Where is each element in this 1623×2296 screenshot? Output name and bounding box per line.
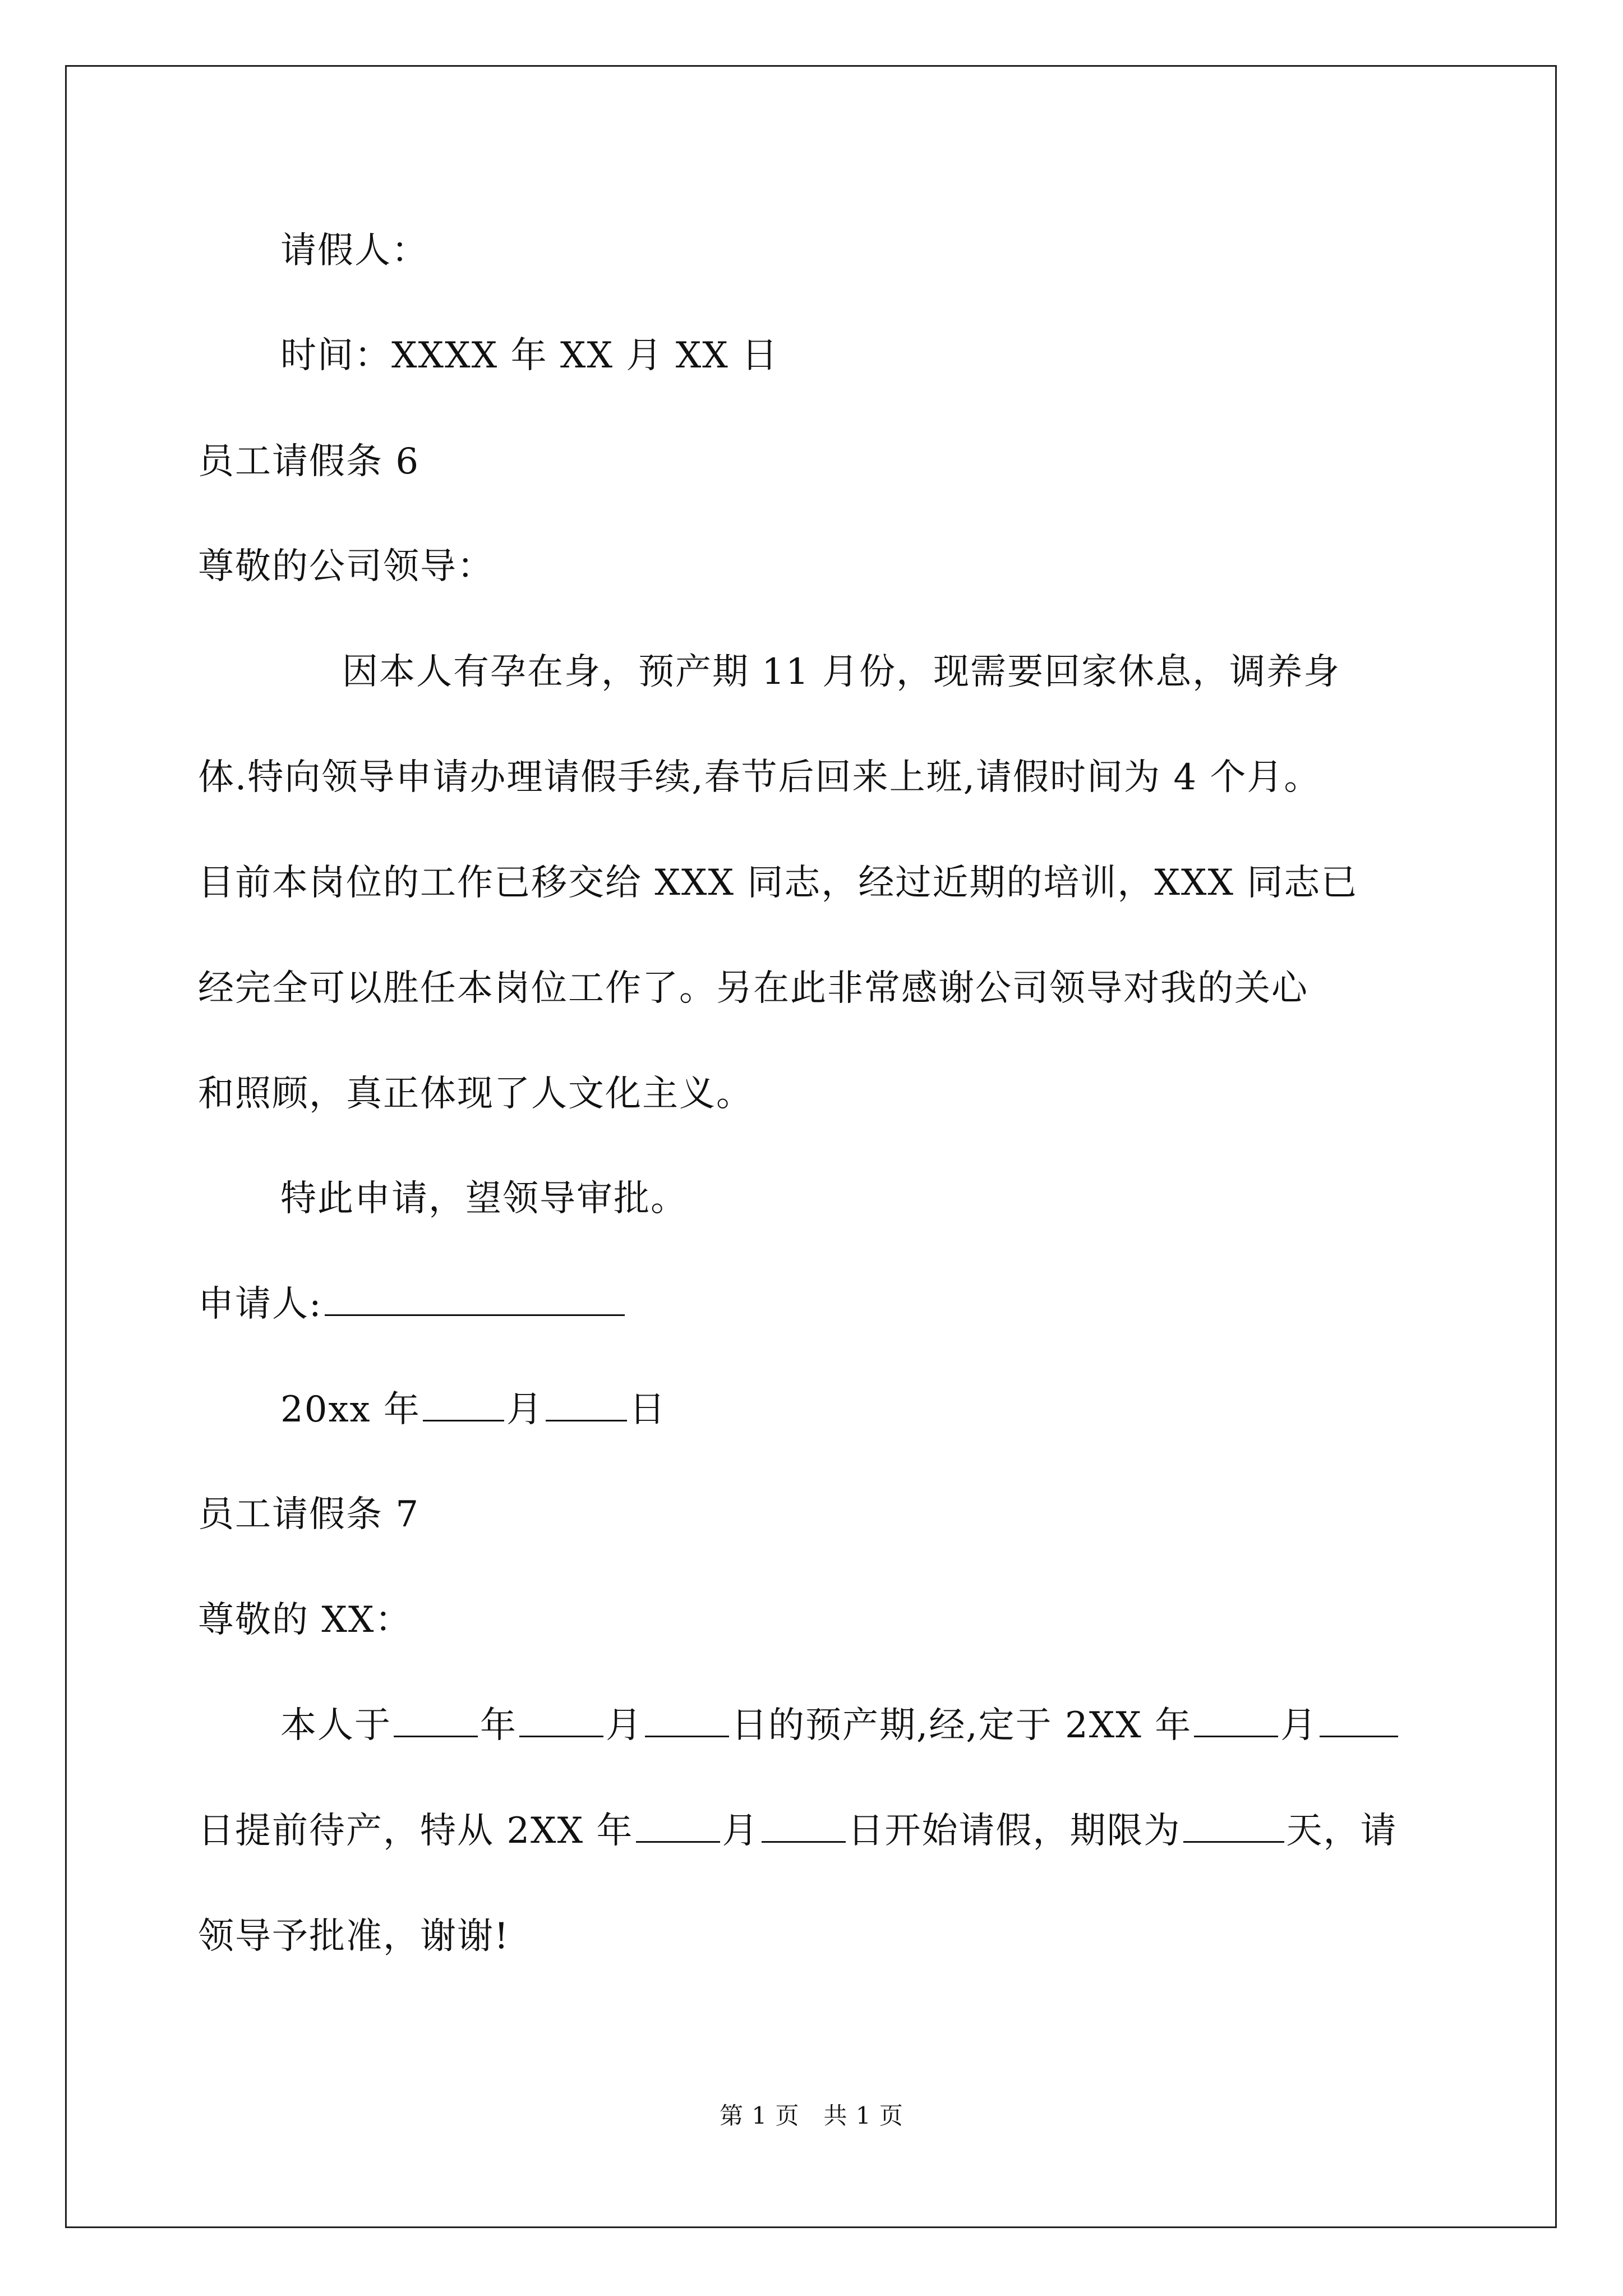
p7-text-c: 月 [606,1705,643,1746]
paragraph6-line2: 体.特向领导申请办理请假手续,春节后回来上班,请假时间为 4 个月。 [198,757,1321,798]
date-month-blank [423,1388,504,1421]
paragraph6-line4: 经完全可以胜任本岗位工作了。另在此非常感谢公司领导对我的关心 [198,968,1308,1009]
p7-l2-month-blank [636,1810,720,1843]
salutation-6: 尊敬的公司领导： [198,546,494,587]
p7-year-blank [394,1704,478,1737]
salutation-7: 尊敬的 XX： [198,1599,412,1641]
p7-l2-text-a: 日提前待产，特从 2XX 年 [198,1810,634,1852]
p7-l2-days-blank [1183,1810,1284,1843]
heading-leave-note-6: 员工请假条 6 [198,441,420,482]
p7-l2-text-d: 天，请 [1286,1810,1398,1852]
paragraph7-line3: 领导予批准，谢谢! [198,1916,510,1957]
date-month-label: 月 [506,1389,543,1430]
closing-6: 特此申请，望领导审批。 [280,1178,688,1220]
signer-line [198,1282,627,1327]
p7-month2-blank [1194,1704,1278,1737]
paragraph6-line3: 目前本岗位的工作已移交给 XXX 同志，经过近期的培训，XXX 同志已 [198,862,1358,904]
paragraph6-line1: 因本人有孕在身，预产期 11 月份，现需要回家休息，调养身 [342,651,1341,693]
p7-text-a: 本人于 [280,1705,391,1746]
time-line: 时间：XXXX 年 XX 月 XX 日 [280,335,779,376]
date-day-blank [546,1388,627,1421]
p7-text-d: 日的预产期,经,定于 2XX 年 [731,1705,1192,1746]
date-year-label: 20xx 年 [280,1389,421,1430]
page-footer: 第 1 页 共 1 页 [720,2102,903,2129]
page-border [65,65,1557,2228]
signer-label: 申请人: [198,1283,322,1325]
paragraph6-line5: 和照顾，真正体现了人文化主义。 [198,1073,753,1115]
p7-l2-text-c: 日开始请假，期限为 [847,1810,1181,1852]
p7-day2-blank [1320,1704,1398,1737]
date-day-label: 日 [629,1389,666,1430]
p7-l2-text-b: 月 [722,1810,759,1852]
date-line [280,1387,666,1432]
heading-leave-note-7: 员工请假条 7 [198,1494,420,1535]
p7-text-e: 月 [1280,1705,1318,1746]
paragraph7-line2 [198,1809,1398,1853]
paragraph7-line1 [280,1703,1400,1748]
applicant-label: 请假人： [280,230,428,272]
p7-month-blank [519,1704,603,1737]
p7-text-b: 年 [480,1705,517,1746]
p7-l2-day-blank [762,1810,846,1843]
p7-day-blank [645,1704,729,1737]
signer-blank [325,1283,625,1316]
